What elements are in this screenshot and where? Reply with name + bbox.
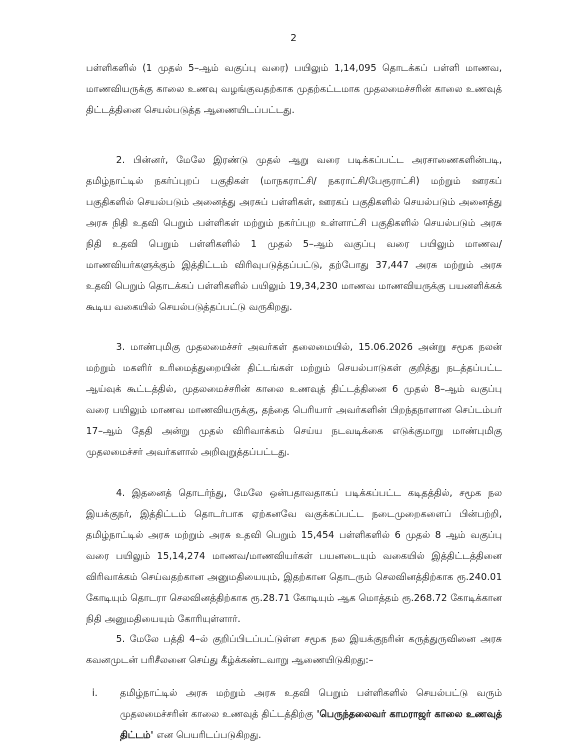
paragraph-4: 4. இதனைத் தொடர்ந்து, மேலே ஒன்பதாவதாகப் படிக்கப்பட்ட கடிதத்தில், சமூக நல இயக்குநர், இத்திட்டம் தொடர்பாக ஏற்கனவே வகுக்கப்பட்ட நடைமுறைகளைப் பின்பற்றி, தமிழ்நாட்டில் அரசு மற்றும் அரசு உதவி பெறும் 15,454 பள்ளிகளில் 6 முதல் 8 ஆம் வகுப்பு வரை பயிலும் 15,14,274 மாணவ/மாணவியர்கள் பயனடையும் வகையில் இத்திட்டத்தினை விரிவாக்கம் செய்வதற்கான அனுமதியையும், இதற்கான தொடரும் செலவினத்திற்காக ரூ.240.01 கோடியும் தொடரா செலவினத்திற்காக ரூ.28.71 கோடியும் ஆக மொத்தம் ரூ.268.72 கோடிக்கான நிதி அனுமதியையும் கோரியுள்ளார்.: [86, 488, 502, 625]
order-list-item-i: [92, 683, 502, 746]
paragraph-1-continued: பள்ளிகளில் (1 முதல் 5–ஆம் வகுப்பு வரை) பயிலும் 1,14,095 தொடக்கப் பள்ளி மாணவ, மாணவியருக்கு காலை உணவு வழங்குவதற்காக முதற்கட்டமாக முதலமைச்சரின் காலை உணவுத் திட்டத்தினை செயல்படுத்த ஆணையிடப்பட்டது.: [86, 63, 502, 116]
scheme-name: 'பெருந்தலைவர் காமராஜர் காலை உணவுத் திட்டம்': [120, 709, 503, 741]
list-marker: i.: [92, 688, 98, 699]
page-number: 2: [290, 33, 297, 44]
paragraph-3: 3. மாண்புமிகு முதலமைச்சர் அவர்கள் தலைமையில், 15.06.2026 அன்று சமூக நலன் மற்றும் மகளிர் உரிமைத்துறையின் திட்டங்கள் மற்றும் செயல்பாடுகள் குறித்து நடத்தப்பட்ட ஆய்வுக் கூட்டத்தில், முதலமைச்சரின் காலை உணவுத் திட்டத்தினை 6 முதல் 8–ஆம் வகுப்பு வரை பயிலும் மாணவ மாணவியருக்கு, தந்தை பெரியார் அவர்களின் பிறந்தநாளான செப்டம்பர் 17–ஆம் தேதி அன்று முதல் விரிவாக்கம் செய்ய நடவடிக்கை எடுக்குமாறு மாண்புமிகு முதலமைச்சர் அவர்களால் அறிவுறுத்தப்பட்டது.: [86, 342, 502, 458]
paragraph-2: 2. பின்னர், மேலே இரண்டு முதல் ஆறு வரை படிக்கப்பட்ட அரசாணைகளின்படி, தமிழ்நாட்டில் நகர்ப்புறப் பகுதிகள் (மாநகராட்சி/ நகராட்சி/பேரூராட்சி) மற்றும் ஊரகப் பகுதிகளில் செயல்படும் அனைத்து அரசுப் பள்ளிகள், ஊரகப் பகுதிகளில் செயல்படும் அனைத்து அரசு நிதி உதவி பெறும் பள்ளிகள் மற்றும் நகர்ப்புற உள்ளாட்சி பகுதிகளில் செயல்படும் அரசு நிதி உதவி பெறும் பள்ளிகளில் 1 முதல் 5–ஆம் வகுப்பு வரை பயிலும் மாணவ/மாணவியர்களுக்கும் இத்திட்டம் விரிவுபடுத்தப்பட்டு, தற்போது 37,447 அரசு மற்றும் அரசு உதவி பெறும் தொடக்கப் பள்ளிகளில் பயிலும் 19,34,230 மாணவ மாணவியருக்கு பயனளிக்கக் கூடிய வகையில் செயல்படுத்தப்பட்டு வருகிறது.: [86, 155, 502, 313]
list-item-text: தமிழ்நாட்டில் அரசு மற்றும் அரசு உதவி பெறும் பள்ளிகளில் செயல்பட்டு வரும் முதலமைச்சரின் காலை உணவுத் திட்டத்திற்கு 'பெருந்தலைவர் காமராஜர் காலை உணவுத் திட்டம்' என பெயரிடப்படுகிறது.: [120, 688, 503, 741]
paragraph-5: 5. மேலே பத்தி 4–ல் குறிப்பிடப்பட்டுள்ள சமூக நல இயக்குநரின் கருத்துருவினை அரசு கவனமுடன் பரிசீலனை செய்து கீழ்க்கண்டவாறு ஆணையிடுகிறது:–: [86, 634, 502, 666]
